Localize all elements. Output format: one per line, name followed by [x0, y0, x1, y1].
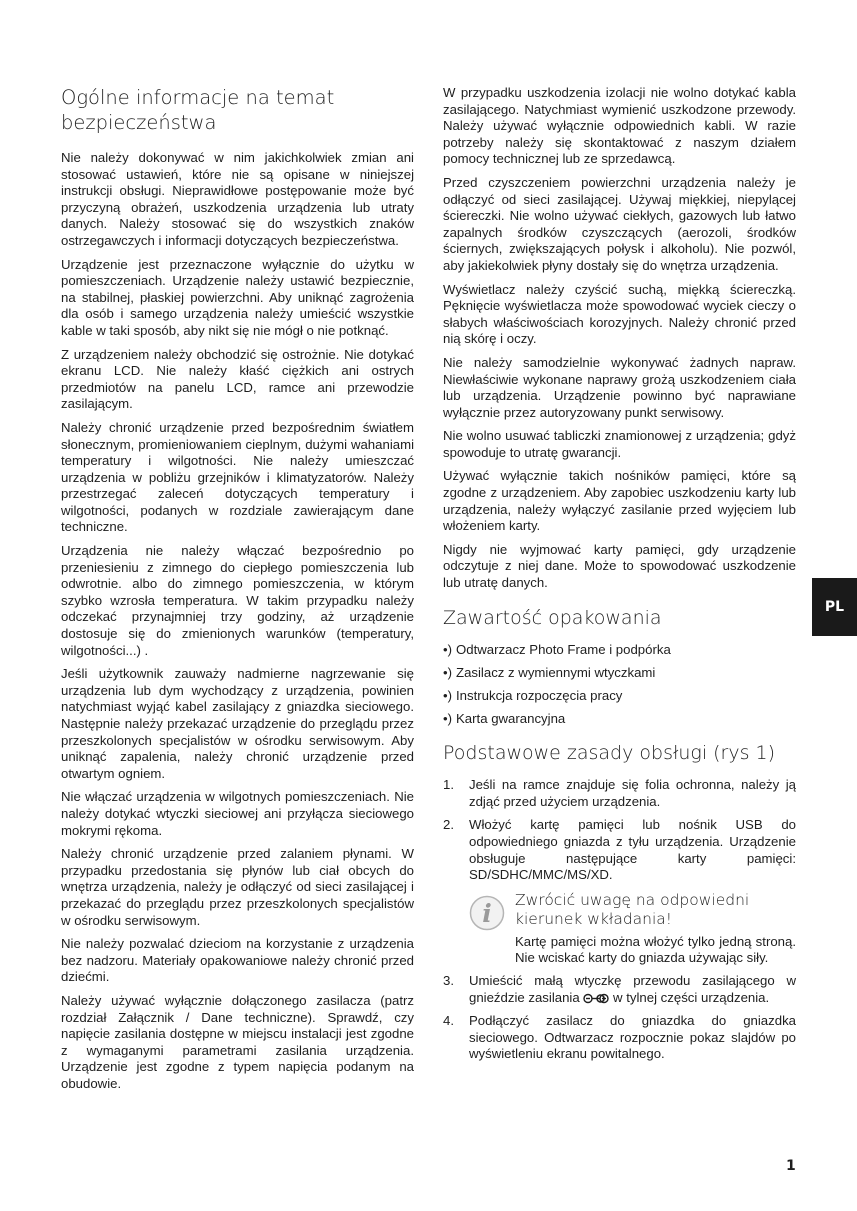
step-item: [443, 817, 796, 883]
step-number: 2.: [443, 817, 454, 833]
step-item: [443, 1013, 796, 1063]
safety-paragraph: Wyświetlacz należy czyścić suchą, miękką ściereczką. Pęknięcie wyświetlacza może spowodować wyciek cieczy o słabych właściwościach korozyjnych. Należy chronić przed nią skórę i oczy.: [443, 281, 796, 347]
step-number: 1.: [443, 777, 454, 793]
basics-steps-continued: [443, 973, 796, 1063]
step-text: Włożyć kartę pamięci lub nośnik USB do odpowiedniego gniazda z tyłu urządzenia. Urządzenie obsługuje następujące karty pamięci: SD/SDHC/MMC/MS/XD.: [469, 817, 796, 883]
safety-paragraph: Nie włączać urządzenia w wilgotnych pomieszczeniach. Nie należy dotykać wtyczki sieciowej ani przyłącza sieciowego mokrymi rękoma.: [61, 789, 414, 838]
bullet-mark: •): [443, 687, 453, 703]
note-text: Kartę pamięci można włożyć tylko jedną stroną. Nie wciskać karty do gniazda używając siły.: [515, 933, 796, 966]
package-contents-list: [443, 642, 796, 728]
safety-paragraph: Przed czyszczeniem powierzchni urządzenia należy je odłączyć od sieci zasilającej. Używaj miękkiej, niepylącej ściereczki. Nie wolno używać ciekłych, gazowych lub łatwo zapalnych środków czyszczących (aerozoli, środków ściernych, zwiększających połysk i alkoholu). Nie pozwól, aby jakiekolwiek płyny dostały się do wnętrza urządzenia.: [443, 174, 796, 273]
note-title: Zwrócić uwagę na odpowiedni kierunek wkładania!: [515, 890, 750, 929]
page-number: 1: [786, 1158, 796, 1174]
safety-paragraph: Jeśli użytkownik zauważy nadmierne nagrzewanie się urządzenia lub dym wychodzący z urządzenia, powinien natychmiast wyjąć kabel zasilający z gniazdka sieciowego. Następnie należy przekazać urządzenie do przeglądu przez przeszkolonych specjalistów w ośrodku serwisowym. Aby uniknąć zapalenia, należy chronić urządzenie przed otwartym ogniem.: [61, 666, 414, 781]
list-item: [443, 642, 796, 659]
safety-paragraph: Nie należy samodzielnie wykonywać żadnych napraw. Niewłaściwie wykonane naprawy grożą uszkodzeniem ciała lub urządzenia. Urządzenie powinno być naprawiane wyłącznie przez autoryzowany punkt serwisowy.: [443, 354, 796, 420]
step-text: [469, 973, 796, 1006]
package-contents-heading: Zawartość opakowania: [443, 606, 662, 629]
right-column: [443, 85, 796, 1070]
safety-paragraph: Używać wyłącznie takich nośników pamięci, które są zgodne z urządzeniem. Aby zapobiec uszkodzeniu karty lub urządzenia, należy wyłączyć zasilanie przed wyjęciem lub włożeniem karty.: [443, 468, 796, 534]
safety-heading: Ogólne informacje na temat bezpieczeństwa: [61, 86, 335, 134]
info-icon: [469, 895, 505, 931]
bullet-mark: •): [443, 641, 453, 657]
bullet-mark: •): [443, 664, 453, 680]
svg-text:i: i: [482, 898, 492, 928]
step-item: [443, 777, 796, 810]
safety-paragraph: Urządzenia nie należy włączać bezpośrednio po przeniesieniu z zimnego do ciepłego pomieszczenia lub odwrotnie. albo do zimnego pomieszczenia, w którym szybko wzrosła temperatura. W takim przypadku należy odczekać przynajmniej trzy godziny, aż urządzenie dostosuje się do zmienionych warunków (temperatury, wilgotności...) .: [61, 543, 414, 658]
info-note: [469, 891, 796, 967]
safety-paragraph: Nie wolno usuwać tabliczki znamionowej z urządzenia; gdyż spowoduje to utratę gwarancji.: [443, 428, 796, 460]
step-text: Jeśli na ramce znajduje się folia ochronna, należy ją zdjąć przed użyciem urządzenia.: [469, 777, 796, 809]
step-text-after: w tylnej części urządzenia.: [613, 989, 770, 1005]
list-item-text: Odtwarzacz Photo Frame i podpórka: [456, 641, 671, 657]
safety-paragraph: Należy chronić urządzenie przed bezpośrednim światłem słonecznym, promieniowaniem cieplnym, dużymi wahaniami temperatury i wilgotności. Nie należy umieszczać urządzenia w pobliżu grzejników i klimatyzatorów. Należy przestrzegać zaleceń dotyczących temperatury i wilgotności, podanych w rozdziale zawierającym dane techniczne.: [61, 419, 414, 535]
safety-paragraph: W przypadku uszkodzenia izolacji nie wolno dotykać kabla zasilającego. Natychmiast wymienić uszkodzone przewody. Należy używać wyłącznie odpowiednich kabli. W razie potrzeby należy się skontaktować z naszym działem pomocy technicznej lub ze sprzedawcą.: [443, 85, 796, 167]
list-item-text: Karta gwarancyjna: [456, 710, 566, 726]
language-tab: PL: [812, 578, 857, 636]
list-item-text: Instrukcja rozpoczęcia pracy: [456, 687, 623, 703]
step-number: 4.: [443, 1013, 454, 1029]
safety-paragraph: Należy używać wyłącznie dołączonego zasilacza (patrz rozdział Załącznik / Dane techniczne). Sprawdź, czy napięcie zasilania dostępne w miejscu instalacji jest zgodne z wymaganymi parametrami zasilania urządzenia. Urządzenie jest zgodne z typem napięcia podanym na obudowie.: [61, 992, 414, 1091]
list-item-text: Zasilacz z wymiennymi wtyczkami: [456, 664, 656, 680]
safety-paragraph: Należy chronić urządzenie przed zalaniem płynami. W przypadku przedostania się płynów lub ciał obcych do wnętrza urządzenia, należy je odłączyć od sieci zasilającej i przekazać do przeglądu przez przeszkolonych specjalistów w ośrodku serwisowym.: [61, 846, 414, 928]
safety-paragraph: Nie należy pozwalać dzieciom na korzystanie z urządzenia bez nadzoru. Materiały opakowaniowe należy chronić przed dziećmi.: [61, 936, 414, 985]
step-text-before: Umieścić małą wtyczkę przewodu zasilającego w gnieździe zasilania: [469, 972, 796, 1005]
step-number: 3.: [443, 972, 454, 988]
step-text: Podłączyć zasilacz do gniazdka do gniazdka sieciowego. Odtwarzacz rozpocznie pokaz slajdów po wyświetleniu ekranu powitalnego.: [469, 1013, 796, 1062]
basics-steps: [443, 777, 796, 884]
list-item: [443, 665, 796, 682]
safety-paragraph: Urządzenie jest przeznaczone wyłącznie do użytku w pomieszczeniach. Urządzenie należy ustawić bezpiecznie, na stabilnej, płaskiej powierzchni. Aby uniknąć zagrożenia dla osób i samego urządzenia należy umieścić wszystkie kable w taki sposób, aby nikt się nie mógł o nie potknąć.: [61, 256, 414, 338]
list-item: [443, 688, 796, 705]
safety-paragraph: Z urządzeniem należy obchodzić się ostrożnie. Nie dotykać ekranu LCD. Nie należy kłaść ciężkich ani ostrych przedmiotów na panelu LCD, ramce ani przewodzie zasilającym.: [61, 346, 414, 412]
left-column: [61, 85, 414, 1099]
power-polarity-icon: [583, 993, 609, 1004]
note-body: [515, 891, 796, 967]
list-item: [443, 711, 796, 728]
step-item: [443, 973, 796, 1006]
bullet-mark: •): [443, 710, 453, 726]
safety-paragraph: Nigdy nie wyjmować karty pamięci, gdy urządzenie odczytuje z niej dane. Może to spowodować uszkodzenie lub utratę danych.: [443, 541, 796, 591]
basics-heading: Podstawowe zasady obsługi (rys 1): [443, 742, 776, 765]
safety-paragraph: Nie należy dokonywać w nim jakichkolwiek zmian ani stosować ustawień, które nie są opisane w niniejszej instrukcji obsługi. Nieprawidłowe postępowanie może być przyczyną obrażeń, uszkodzenia urządzenia lub utraty danych. Należy stosować się do wszystkich znaków ostrzegawczych i informacji dotyczących bezpieczeństwa.: [61, 150, 414, 248]
